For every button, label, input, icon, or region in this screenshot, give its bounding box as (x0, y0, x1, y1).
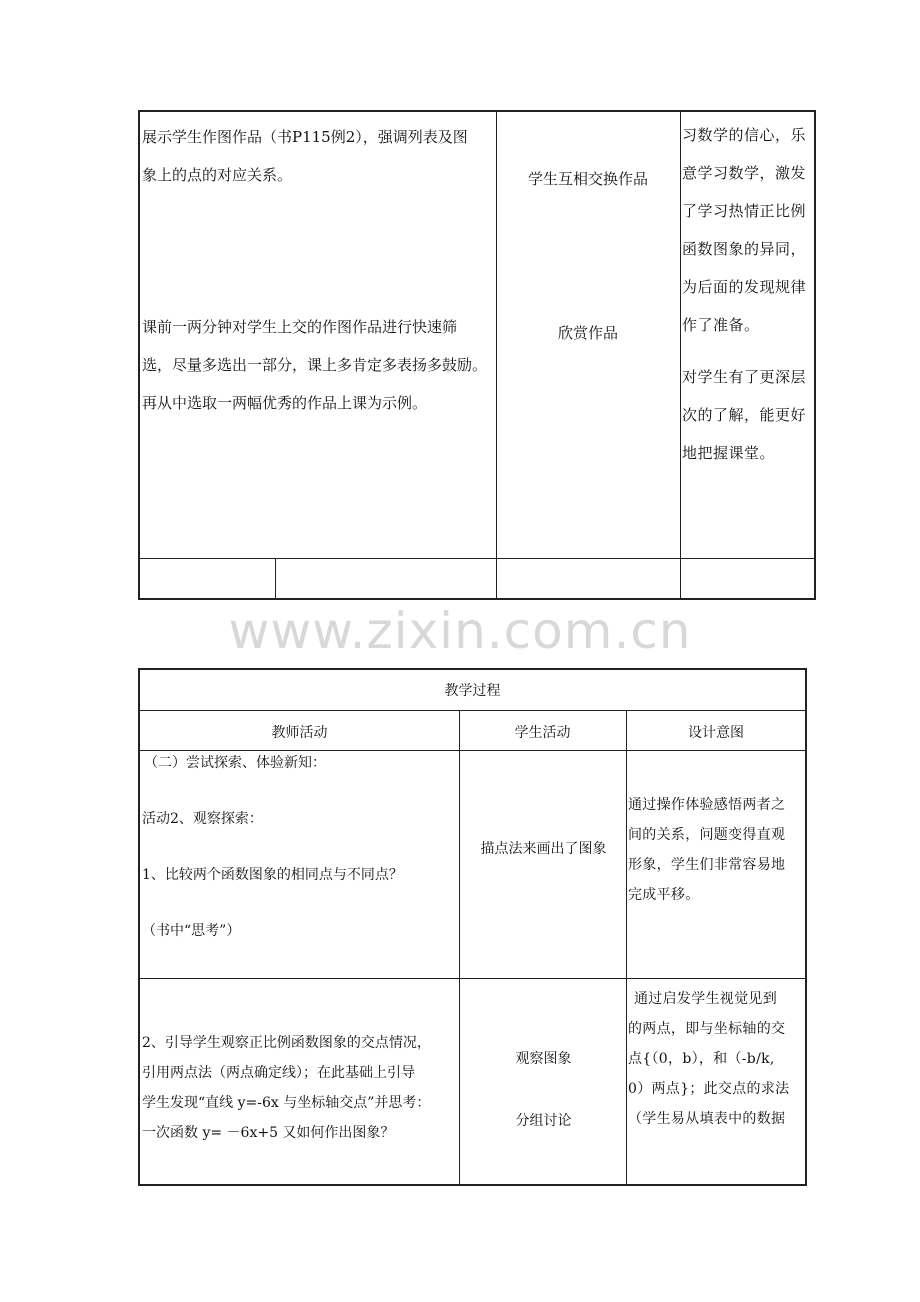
teaching-process-table (138, 668, 807, 1186)
text-line: 0）两点}；此交点的求法 (628, 1081, 790, 1097)
student-activity-text: 学生互相交换作品 (527, 170, 648, 188)
text-line: 1、比较两个函数图象的相同点与不同点？ (142, 867, 403, 883)
student-activity-cell (461, 1048, 626, 1132)
column-divider (459, 710, 460, 1184)
student-activity-text: 欣赏作品 (557, 324, 618, 342)
table-title: 教学过程 (444, 683, 501, 699)
text-line: 2、引导学生观察正比例函数图象的交点情况， (142, 1035, 431, 1051)
text-line: 作了准备。 (682, 316, 760, 334)
text-line: 地把握课堂。 (682, 444, 776, 462)
continued-lesson-table (138, 110, 816, 600)
text-line: 课前一两分钟对学生上交的作图作品进行快速筛 (142, 318, 458, 336)
text-line: 活动2、观察探索： (142, 811, 263, 827)
text-line: 了学习热情正比例 (682, 202, 807, 220)
header-design: 设计意图 (688, 725, 744, 741)
design-intent-cell (628, 790, 806, 910)
text-line: 分组讨论 (515, 1113, 572, 1129)
design-intent-cell (628, 984, 806, 1134)
text-line: 再从中选取一两幅优秀的作品上课为示例。 (142, 394, 428, 412)
text-line: （学生易从填表中的数据 (628, 1111, 786, 1127)
header-student: 学生活动 (514, 725, 571, 741)
row-divider (140, 750, 805, 751)
text-line: 次的了解，能更好 (682, 406, 807, 424)
text-line: 为后面的发现规律 (682, 278, 807, 296)
row-divider (140, 558, 814, 559)
header-teacher: 教师活动 (271, 725, 328, 741)
column-divider (496, 112, 497, 598)
text-line: 点{（0，b），和（-b/k, (628, 1051, 775, 1067)
text-line: 象上的点的对应关系。 (142, 166, 293, 184)
row-divider (140, 710, 805, 711)
column-divider (680, 112, 681, 598)
text-line: 意学习数学，激发 (682, 164, 807, 182)
text-line: 学生发现“直线 y=-6x 与坐标轴交点”并思考： (142, 1095, 431, 1111)
text-line: 间的关系，问题变得直观 (628, 827, 786, 843)
column-divider (626, 710, 627, 1184)
text-line: 完成平移。 (628, 887, 700, 903)
teacher-activity-cell (142, 752, 458, 942)
text-line: 观察图象 (515, 1051, 572, 1067)
text-line: 通过操作体验感悟两者之 (628, 797, 786, 813)
text-line: 函数图象的异同， (682, 240, 807, 258)
watermark: www.zixin.com.cn (228, 602, 692, 660)
text-line: （二）尝试探索、体验新知： (144, 755, 326, 771)
teacher-activity-cell (142, 118, 494, 422)
text-line: 引用两点法（两点确定线）；在此基础上引导 (142, 1065, 415, 1081)
row-divider (140, 978, 805, 979)
text-line: 通过启发学生视觉见到 (634, 991, 777, 1007)
text-line: （书中“思考”） (142, 923, 241, 939)
text-line: 选，尽量多选出一部分，课上多肯定多表扬多鼓励。 (142, 356, 488, 374)
design-intent-cell (682, 116, 814, 472)
teacher-activity-cell (142, 1028, 458, 1148)
text-line: 习数学的信心，乐 (682, 126, 807, 144)
text-line: 形象，学生们非常容易地 (628, 857, 786, 873)
text-line: 一次函数 y= －6x+5 又如何作出图象？ (142, 1125, 395, 1141)
text-line: 展示学生作图作品（书P115例2），强调列表及图 (142, 128, 468, 146)
text-line: 对学生有了更深层 (682, 368, 807, 386)
text-line: 的两点，即与坐标轴的交 (628, 1021, 786, 1037)
student-activity-text: 描点法来画出了图象 (480, 841, 607, 857)
column-divider (275, 558, 276, 598)
